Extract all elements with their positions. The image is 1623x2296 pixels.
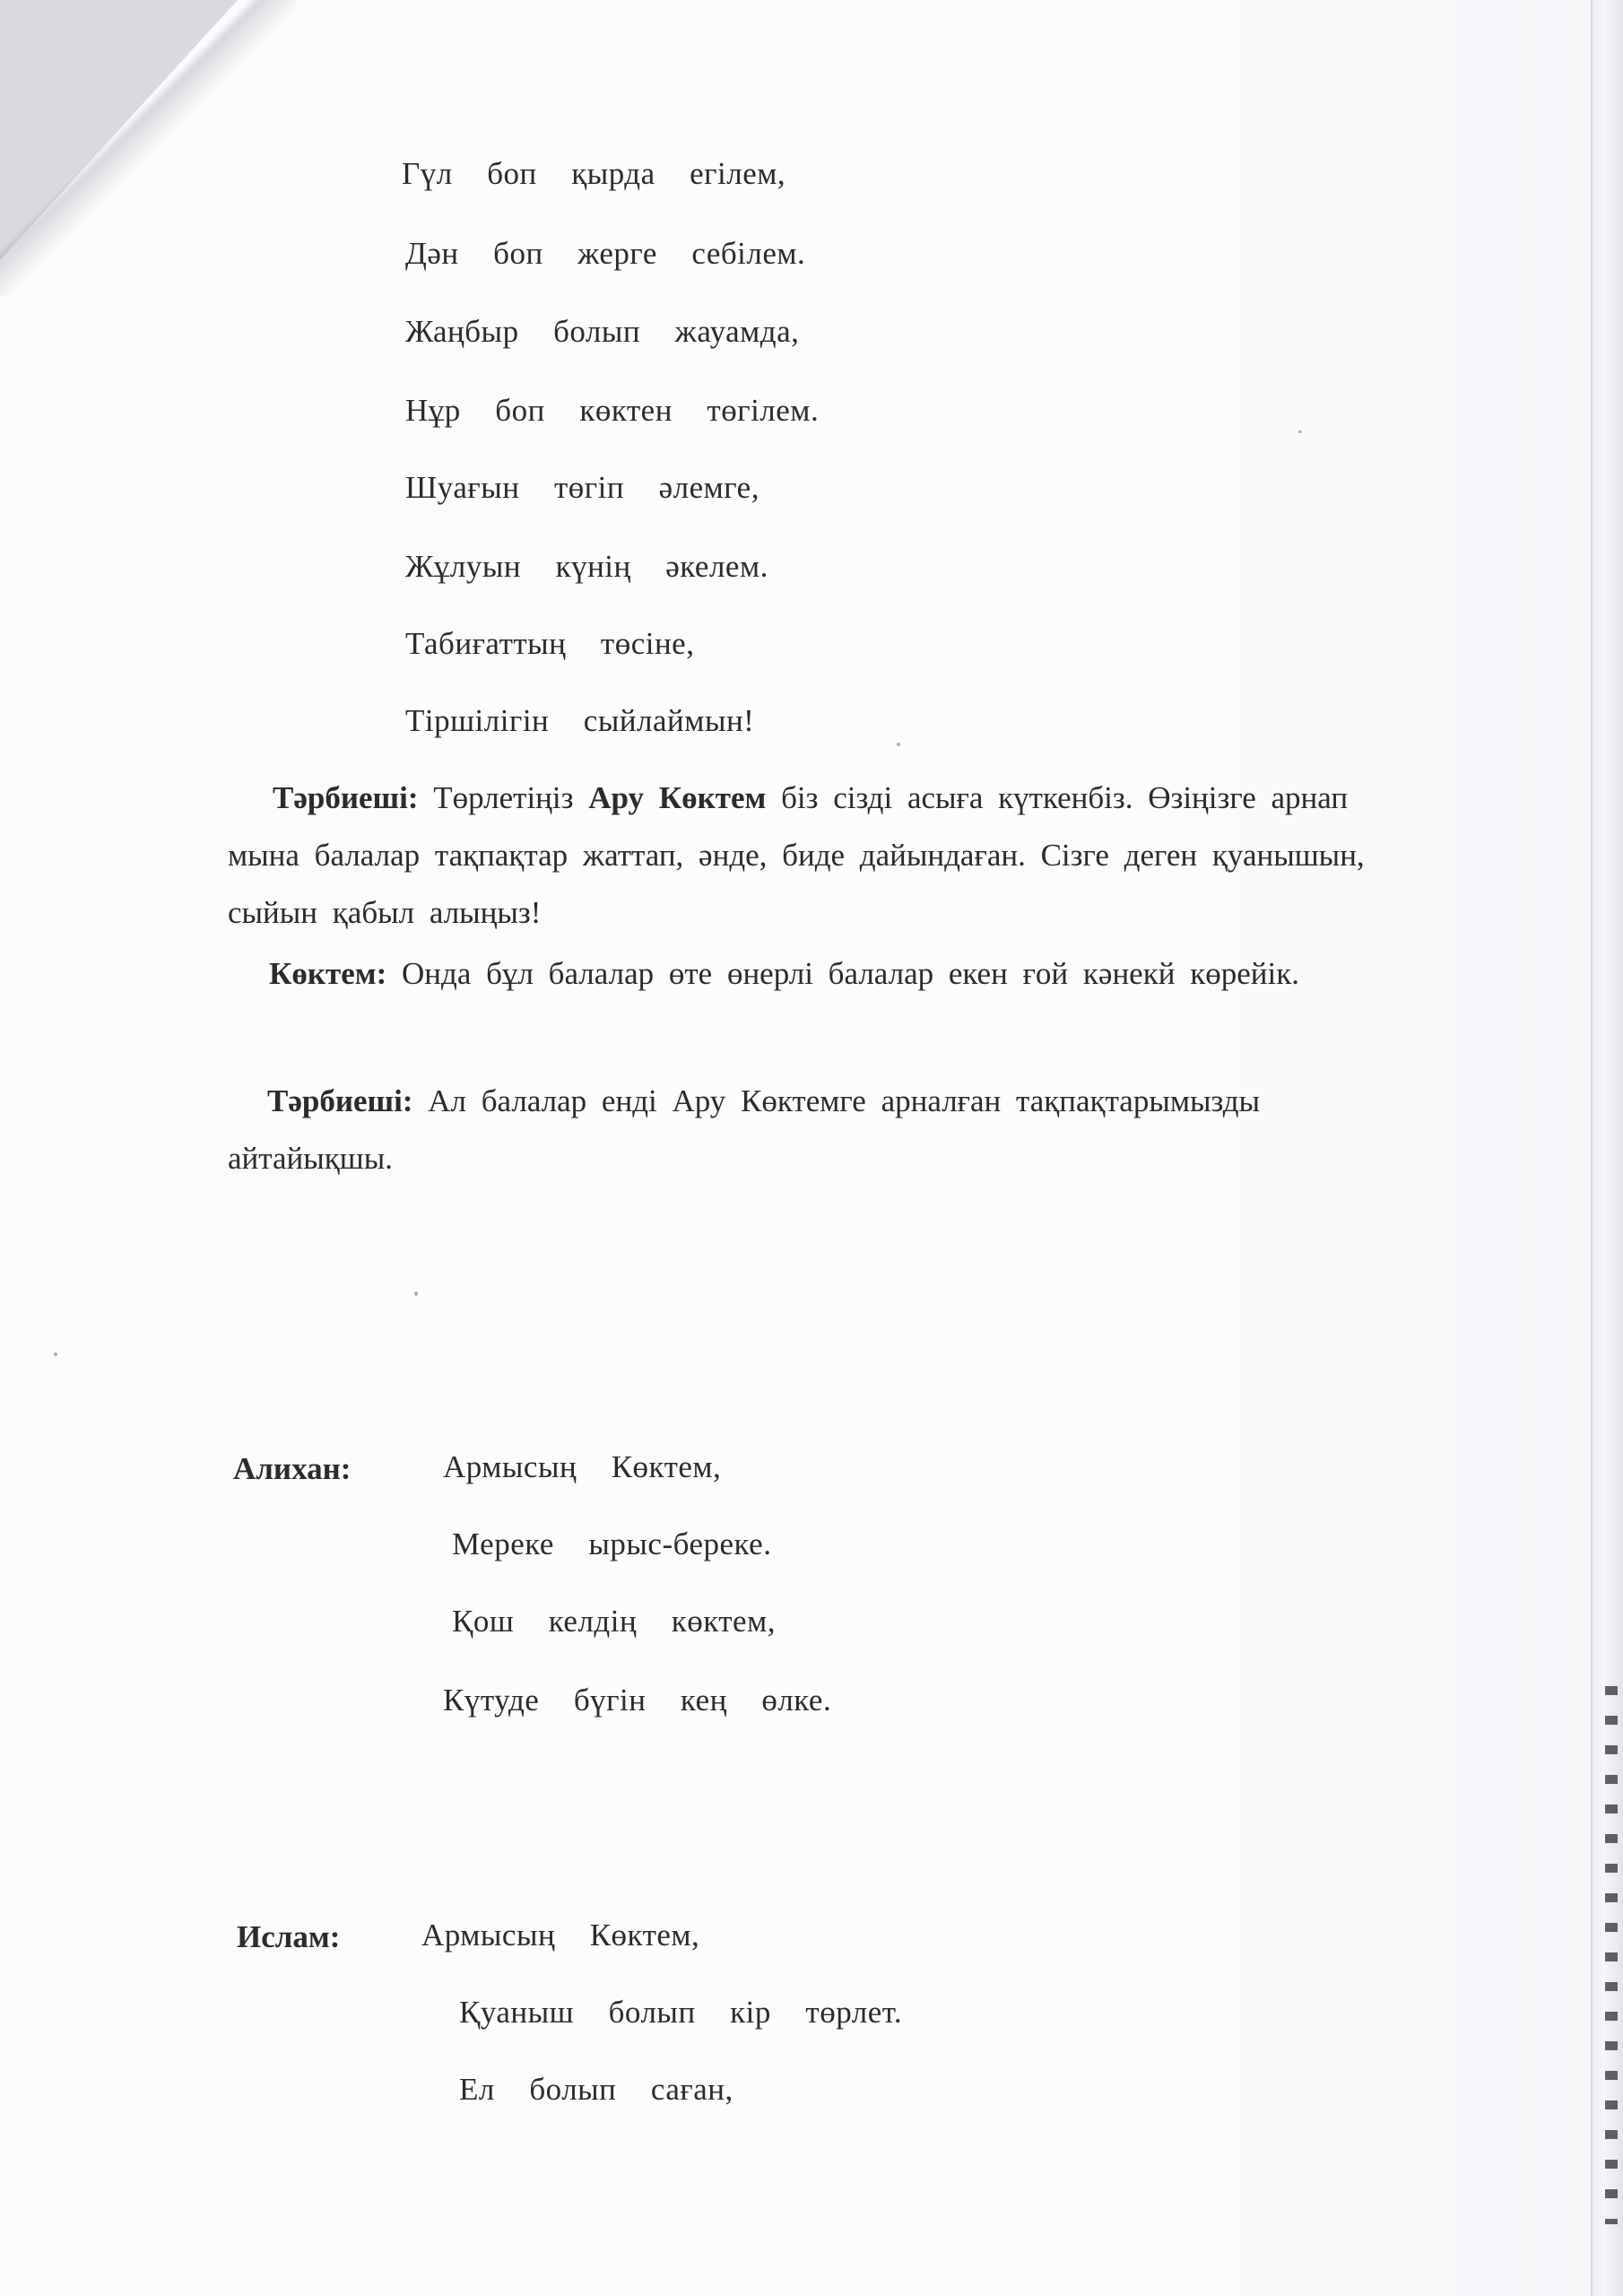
scan-speck bbox=[414, 1292, 418, 1296]
dialogue-bold-text: Ару Көктем bbox=[588, 780, 767, 815]
verse-line: Армысың Көктем, bbox=[443, 1449, 722, 1484]
scan-speck bbox=[54, 1352, 57, 1356]
verse-line: Ел болып саған, bbox=[459, 2072, 733, 2107]
verse-line: Қош келдің көктем, bbox=[452, 1604, 776, 1639]
verse-line: Қуаныш болып кір төрлет. bbox=[459, 1995, 903, 2030]
scan-speck bbox=[897, 743, 900, 746]
verse-line: Күтуде бүгін кең өлке. bbox=[443, 1683, 832, 1718]
poem-line: Гүл боп қырда егілем, bbox=[402, 156, 786, 191]
poem-line: Тіршілігін сыйлаймын! bbox=[405, 703, 755, 738]
folded-corner bbox=[0, 0, 238, 260]
dialogue-text: Онда бұл балалар өте өнерлі балалар екен ғой кәнекй көрейік. bbox=[386, 956, 1299, 991]
dialogue-paragraph bbox=[228, 770, 1393, 942]
dialogue-text: Ал балалар енді Ару Көктемге арналған тақпақтарымызды айтайықшы. bbox=[228, 1083, 1261, 1176]
scan-speck bbox=[1298, 430, 1302, 433]
dialogue-paragraph bbox=[228, 1073, 1268, 1187]
binding-marks bbox=[1605, 1686, 1618, 2224]
poem-line: Жаңбыр болып жауамда, bbox=[405, 314, 800, 349]
poem-line: Нұр боп көктен төгілем. bbox=[405, 393, 820, 428]
poem-line: Шуағын төгіп әлемге, bbox=[405, 470, 759, 505]
verse-speaker: Алихан: bbox=[233, 1451, 352, 1486]
verse-line: Мереке ырыс-береке. bbox=[452, 1526, 772, 1561]
verse-line: Армысың Көктем, bbox=[421, 1918, 700, 1952]
dialogue-text: Төрлетіңіз bbox=[418, 780, 589, 815]
dialogue-text: біз сізді асыға күткенбіз. Өзіңізге арнап мына балалар тақпақтар жаттап, әнде, биде дайындаған. Сізге деген қуанышын, сыйын қабыл алыңыз! bbox=[228, 780, 1365, 930]
poem-line: Табиғаттың төсіне, bbox=[405, 626, 695, 661]
dialogue-paragraph bbox=[228, 945, 1393, 1003]
poem-line: Дән боп жерге себілем. bbox=[405, 236, 806, 271]
page-edge-line bbox=[1591, 0, 1593, 2296]
speaker-label: Тәрбиеші: bbox=[267, 1083, 413, 1118]
speaker-label: Көктем: bbox=[269, 956, 387, 991]
speaker-label: Тәрбиеші: bbox=[273, 780, 419, 815]
verse-speaker: Ислам: bbox=[237, 1919, 341, 1954]
poem-line: Жұлуын күнің әкелем. bbox=[405, 549, 768, 584]
